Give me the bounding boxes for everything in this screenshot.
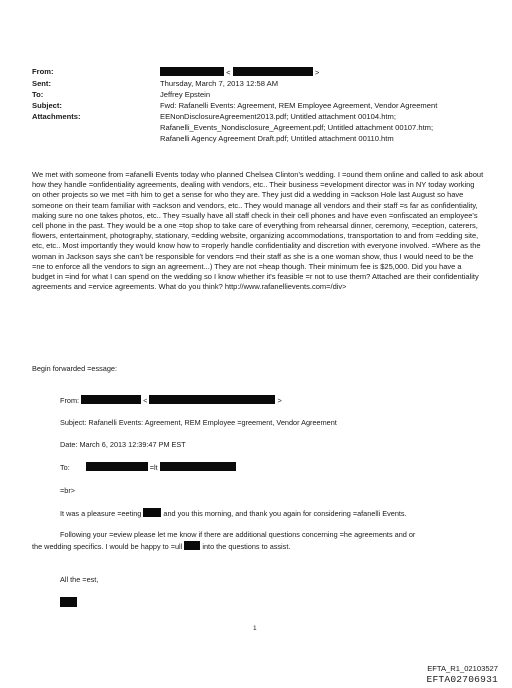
- redaction-box: [184, 541, 200, 550]
- from-value: [160, 67, 319, 78]
- redaction-box: [86, 462, 148, 471]
- fwd-paragraph-1: [60, 508, 407, 519]
- attachment-line: Rafanelli_Events_Nondisclosure_Agreement.pdf; Untitled attachment 00107.htm;: [160, 123, 434, 132]
- redaction-box-signature: [60, 597, 77, 607]
- message-body: [32, 170, 484, 292]
- forwarded-intro: Begin forwarded =essage:: [32, 364, 117, 373]
- fwd-br: =br>: [60, 486, 76, 495]
- fwd-p2-b-b: into the questions to assist.: [202, 542, 291, 551]
- sent-label: Sent:: [32, 79, 51, 88]
- fwd-paragraph-2b: [32, 541, 290, 552]
- fwd-from-label: From:: [60, 396, 80, 405]
- fwd-p2-b-a: the wedding specifics. I would be happy to =ull: [32, 542, 183, 551]
- page-number: 1: [253, 625, 257, 632]
- from-gt: >: [314, 68, 320, 77]
- sent-value: Thursday, March 7, 2013 12:58 AM: [160, 79, 279, 88]
- redaction-box: [160, 462, 236, 471]
- fwd-subject: Subject: Rafanelli Events: Agreement, REM Employee =greement, Vendor Agreement: [60, 418, 337, 427]
- attachment-line: Rafanelli Agency Agreement Draft.pdf; Untitled attachment 00110.htm: [160, 134, 394, 143]
- redaction-box: [143, 508, 161, 517]
- body-paragraph: We met with someone from =afanelli Events today who planned Chelsea Clinton's wedding. I =ound them online and called to ask about how they handle =onfidentiality agreements, dealing with vendors, etc.. Their business =evelopment director was in NY today working on other projects so we met =ith him to get a sense for who they are. They just did a wedding in =ackson Hole last August so have someone on their team familiar with =ackson and vendors, etc.. They would manage all vendors and their staff =s far as confidentiality, making sure no one takes photos, etc.. They =sually have all staff check in their cell phones and have even =onfiscated an employee's cell phone in the past. They would be a one =top shop to take care of everything from rehearsal dinner, ceremony, =eception, caterers, flowers, entertainment, photography, stationary, =edding website, organizing accommodations, transportation to and from =edding site, etc, etc.. Most importantly they would know how to =roperly handle confidentiality and discretion with everyone involved. =Where as the woman in Jackson says she can't be responsible for vendors =nd their staff as she is a one woman show, thus I would need to be the =ne to enforce all the vendors to sign an agreement...) They are not =heap though. Their minimum fee is $25,000. Did you have a budget in =ind for what I can spend on the wedding so I know whether it's feasible =r not to use them? Attached are their confidentiality agreements and =ervice agreements. What do you think? http://www.rafanellievents.com=/div>: [32, 170, 484, 292]
- fwd-closing: All the =est,: [60, 575, 99, 584]
- from-label: From:: [32, 67, 54, 76]
- redaction-box: [149, 395, 275, 404]
- attachment-line: EENonDisclosureAgreement2013.pdf; Untitled attachment 00104.htm;: [160, 112, 396, 121]
- fwd-from-gt: >: [277, 396, 282, 405]
- to-value: Jeffrey Epstein: [160, 90, 211, 99]
- from-lt: <: [226, 68, 231, 77]
- fwd-to-mid: =lt: [149, 463, 158, 472]
- fwd-p1-b: and you this morning, and thank you again for considering =afanelli Events.: [163, 509, 407, 518]
- fwd-date: Date: March 6, 2013 12:39:47 PM EST: [60, 440, 186, 449]
- footer-reference-2: EFTA02706931: [426, 674, 498, 685]
- fwd-p1-a: It was a pleasure =eeting: [60, 509, 142, 518]
- footer-reference-1: EFTA_R1_02103527: [427, 664, 498, 673]
- redaction-box: [81, 395, 141, 404]
- fwd-from-lt: <: [143, 396, 148, 405]
- fwd-from-row: [60, 395, 282, 406]
- redaction-box: [233, 67, 313, 76]
- subject-label: Subject:: [32, 101, 62, 110]
- fwd-paragraph-2: Following your =eview please let me know if there are additional questions concerning =he agreements and or: [60, 530, 416, 539]
- subject-value: Fwd: Rafanelli Events: Agreement, REM Employee Agreement, Vendor Agreement: [160, 101, 438, 110]
- fwd-to-row: [60, 462, 236, 473]
- redaction-box: [160, 67, 224, 76]
- attachments-label: Attachments:: [32, 112, 81, 121]
- to-label: To:: [32, 90, 44, 99]
- fwd-to-label: To:: [60, 463, 70, 472]
